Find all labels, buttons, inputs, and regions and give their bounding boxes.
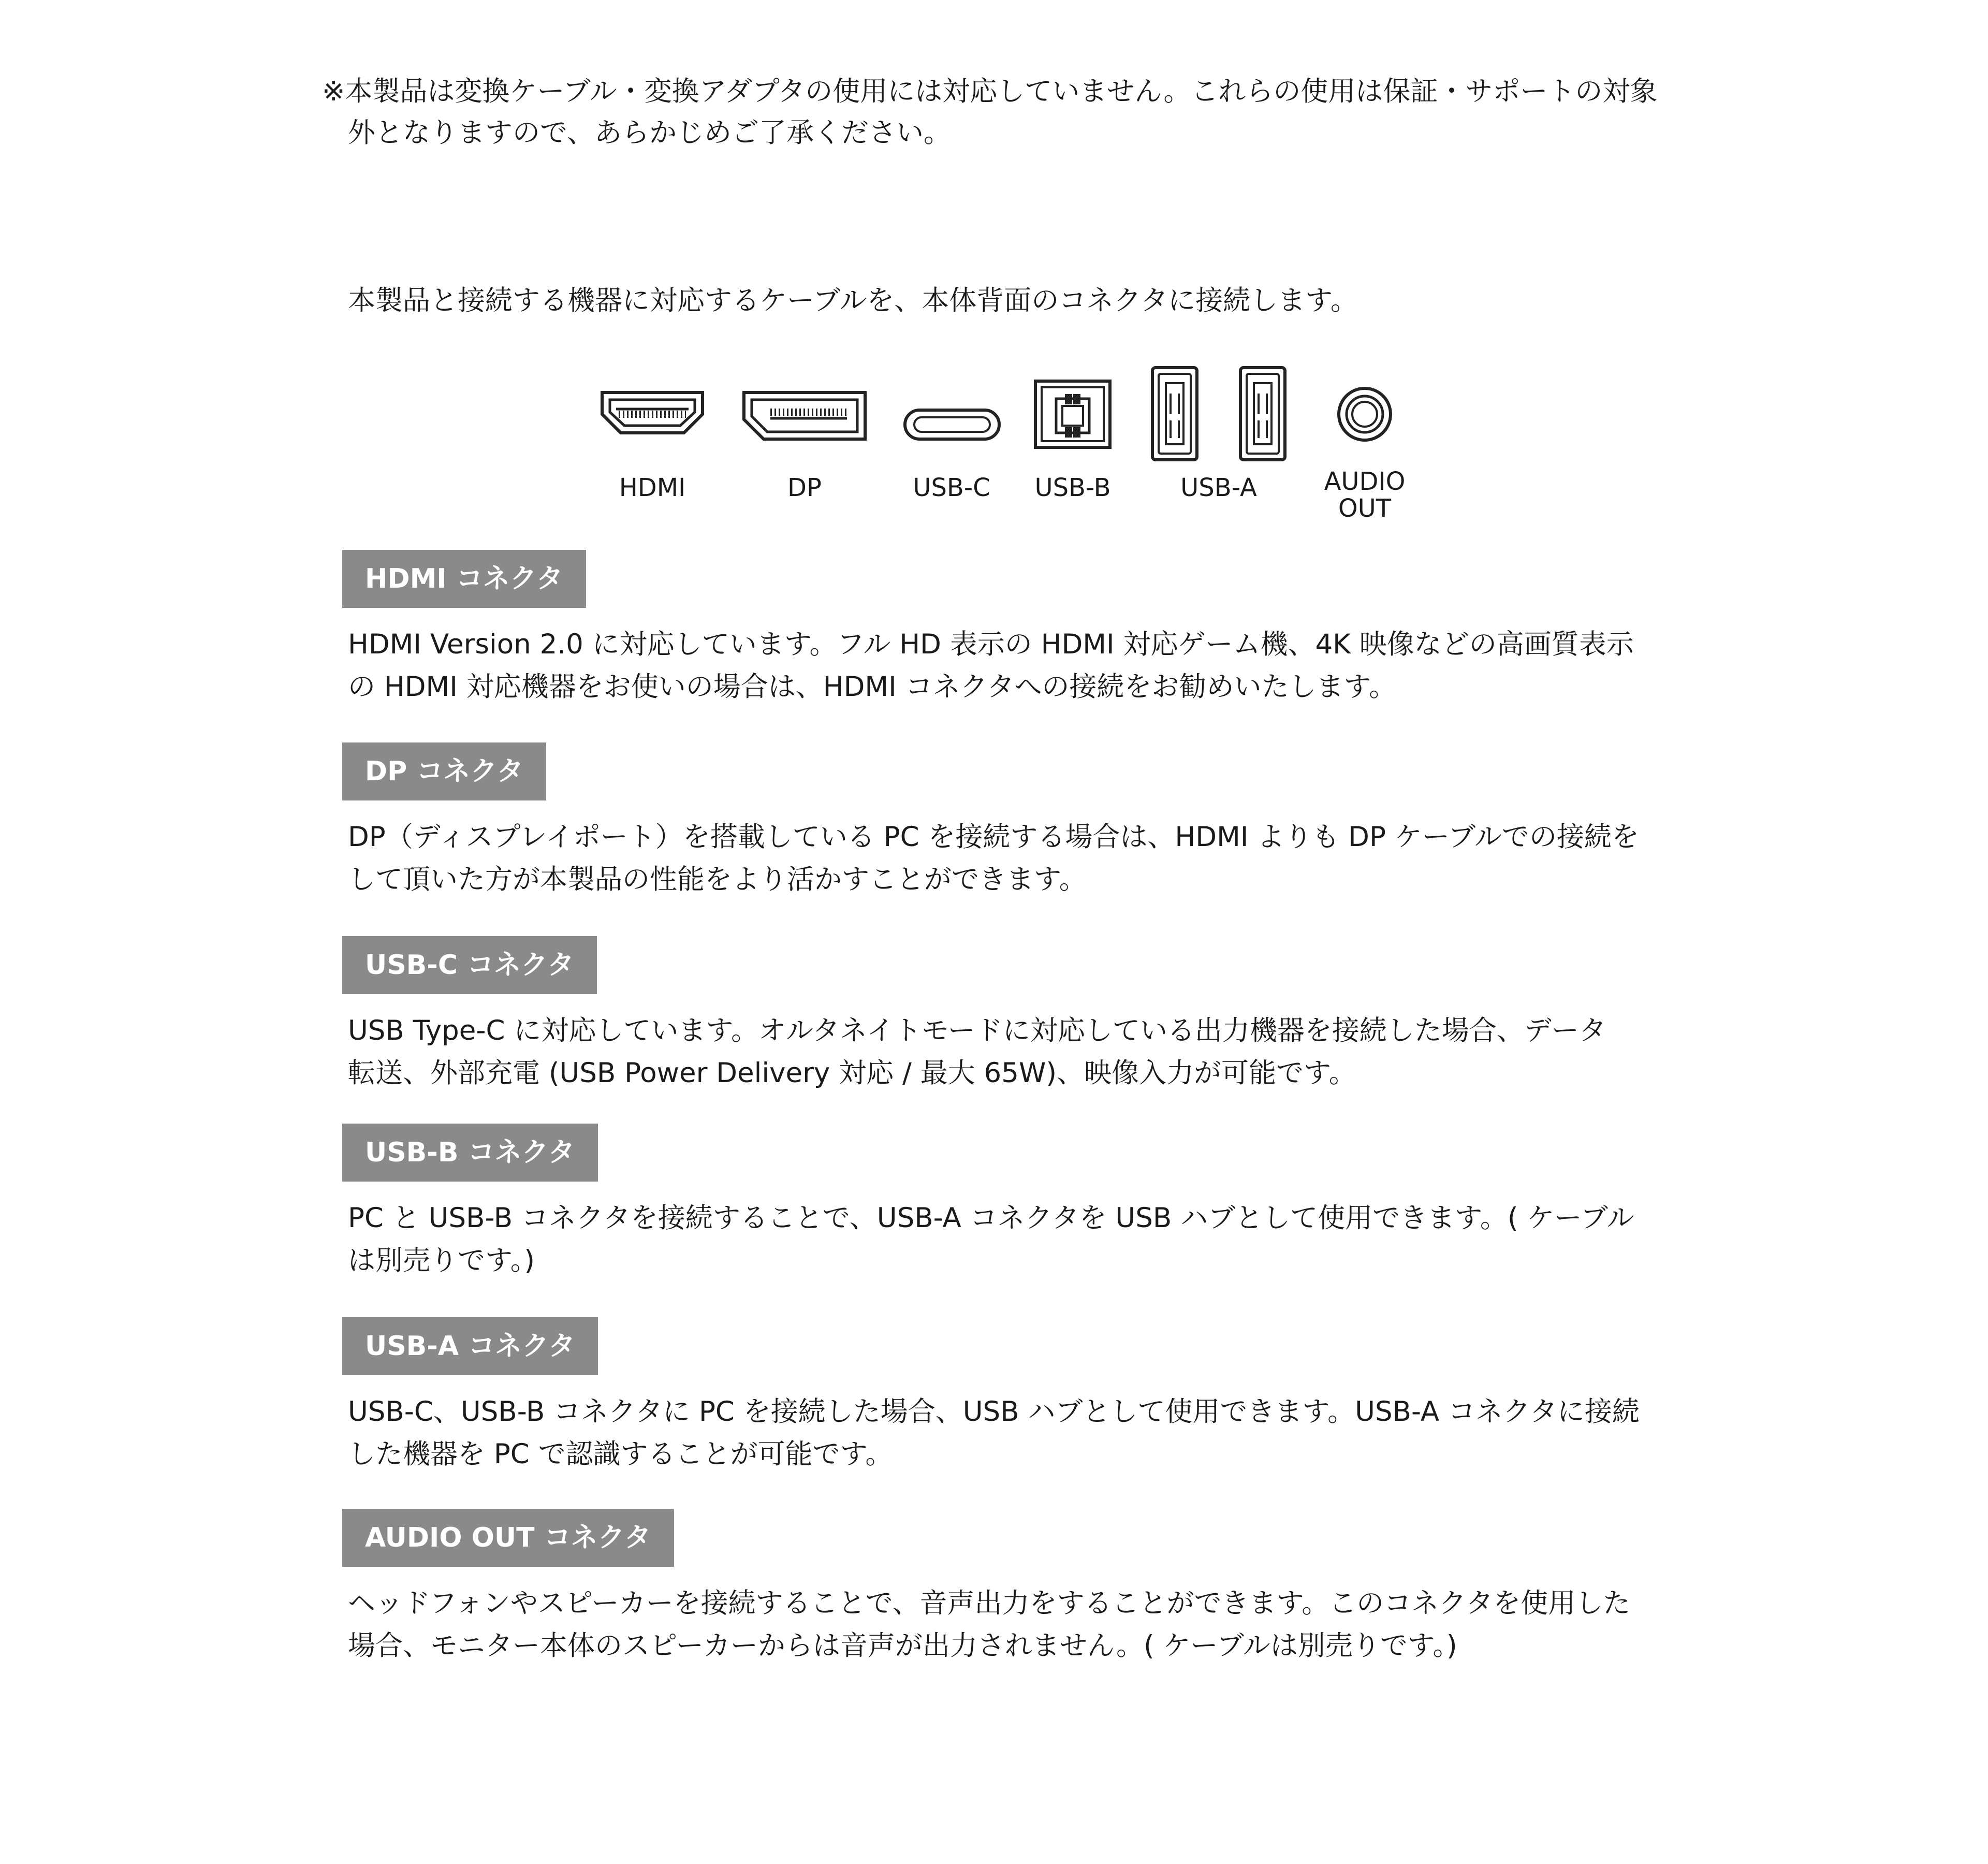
section-usb-c-line-2: 転送、外部充電 (USB Power Delivery 対応 / 最大 65W)、映像入力が可能です。 (348, 1057, 1356, 1089)
audio-jack-icon (1339, 388, 1391, 440)
section-usb-c-line-1: USB Type-C に対応しています。オルタネイトモードに対応している出力機器を接続した場合、データ (348, 1015, 1606, 1046)
section-dp-line-2: して頂いた方が本製品の性能をより活かすことができます。 (348, 864, 1087, 895)
section-usb-b-line-2: は別売りです。) (348, 1245, 535, 1276)
usb-c-label: USB-C (913, 473, 990, 502)
section-audio-out-line-2: 場合、モニター本体のスピーカーからは音声が出力されません。( ケーブルは別売りです。) (348, 1630, 1457, 1662)
compatibility-note-line-2: 外となりますので、あらかじめご了承ください。 (348, 117, 951, 149)
section-hdmi-line-1: HDMI Version 2.0 に対応しています。フル HD 表示の HDMI 対応ゲーム機、4K 映像などの高画質表示 (348, 629, 1634, 660)
usb-a-port-icon (1240, 368, 1285, 460)
connector-icons (0, 0, 1988, 528)
dp-label: DP (787, 473, 822, 502)
section-usb-b-line-1: PC と USB-B コネクタを接続することで、USB-A コネクタを USB ハブとして使用できます。( ケーブル (348, 1202, 1634, 1234)
audio-out-label-line-2: OUT (1338, 494, 1392, 523)
section-dp-line-1: DP（ディスプレイポート）を搭載している PC を接続する場合は、HDMI よりも DP ケーブルでの接続を (348, 821, 1639, 853)
hdmi-port-icon (602, 392, 703, 433)
audio-out-label-line-1: AUDIO (1324, 467, 1406, 496)
section-title-usb-b: USB-B コネクタ (342, 1124, 598, 1182)
usb-a-port-icon (1152, 368, 1197, 460)
connector-diagram (0, 0, 1988, 528)
section-title-usb-a: USB-A コネクタ (342, 1317, 598, 1375)
section-hdmi-line-2: の HDMI 対応機器をお使いの場合は、HDMI コネクタへの接続をお勧めいたします。 (348, 671, 1397, 703)
displayport-port-icon (744, 392, 865, 439)
section-audio-out-line-1: ヘッドフォンやスピーカーを接続することで、音声出力をすることができます。このコネクタを使用した (348, 1588, 1631, 1619)
usb-c-port-icon (905, 410, 999, 439)
section-title-audio-out: AUDIO OUT コネクタ (342, 1509, 674, 1567)
usb-a-label: USB-A (1180, 473, 1257, 502)
section-usb-a-line-1: USB-C、USB-B コネクタに PC を接続した場合、USB ハブとして使用できます。USB-A コネクタに接続 (348, 1396, 1640, 1428)
connection-intro: 本製品と接続する機器に対応するケーブルを、本体背面のコネクタに接続します。 (348, 285, 1358, 316)
section-title-hdmi: HDMI コネクタ (342, 550, 586, 608)
compatibility-note-line-1: ※本製品は変換ケーブル・変換アダプタの使用には対応していません。これらの使用は保証・サポートの対象 (322, 76, 1658, 107)
section-title-dp: DP コネクタ (342, 742, 546, 800)
usb-b-port-icon (1035, 381, 1110, 447)
usb-b-label: USB-B (1034, 473, 1111, 502)
section-usb-a-line-2: した機器を PC で認識することが可能です。 (348, 1438, 893, 1470)
hdmi-label: HDMI (619, 473, 686, 502)
section-title-usb-c: USB-C コネクタ (342, 936, 597, 994)
